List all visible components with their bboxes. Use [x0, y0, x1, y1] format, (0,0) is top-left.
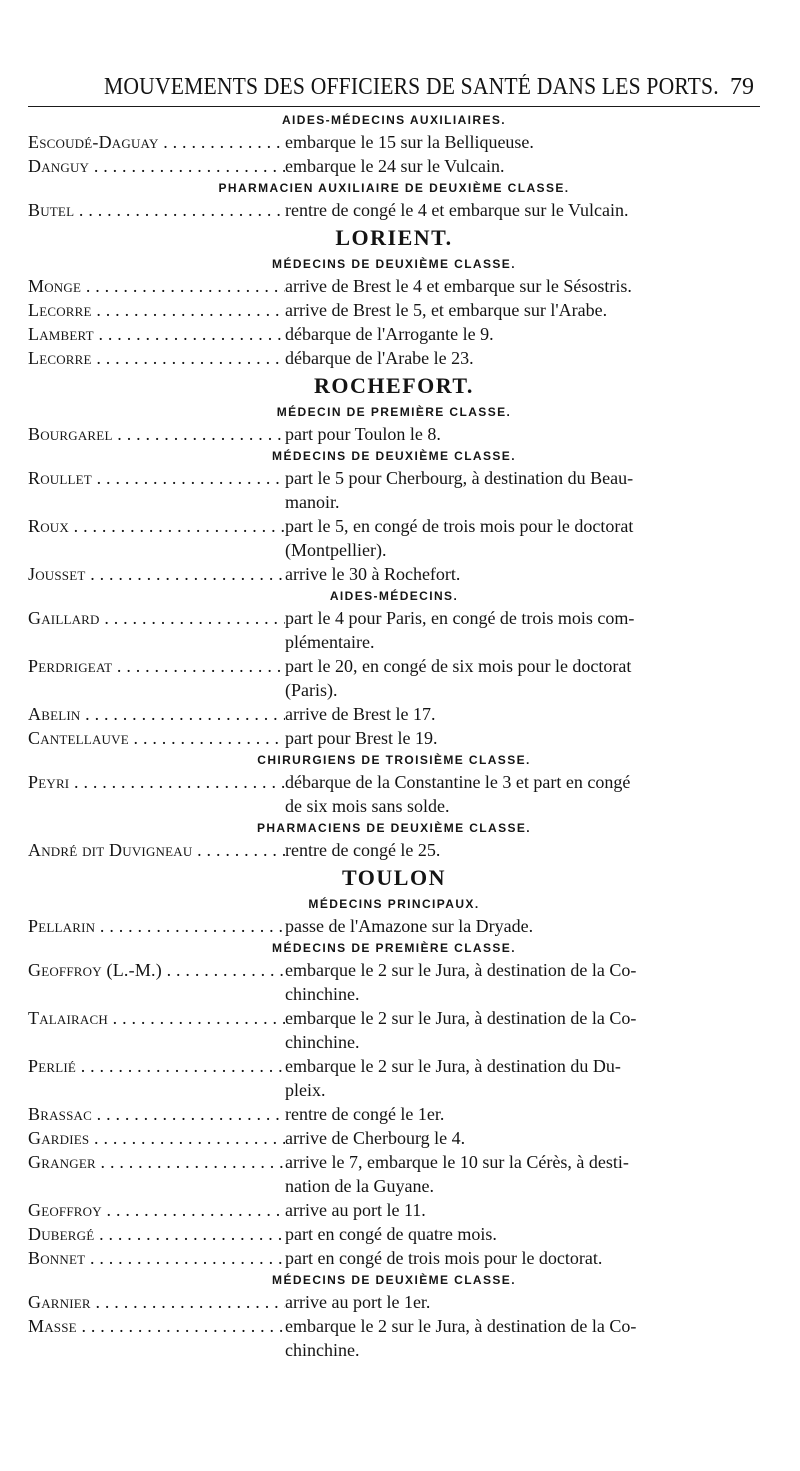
rank-heading: MÉDECIN DE PREMIÈRE CLASSE.	[276, 405, 512, 419]
movement-entry	[28, 1290, 760, 1314]
movement-text: rentre de congé le 4 et embarque sur le Vulcain.	[285, 200, 629, 220]
movement-text: arrive de Brest le 17.	[285, 704, 436, 724]
officer-name: Gardies . . .	[28, 1126, 285, 1150]
movement-entry	[28, 198, 760, 222]
movement-entry	[28, 514, 760, 562]
movement-entry	[28, 298, 760, 322]
movement-entry	[28, 346, 760, 370]
officer-name: Monge . . .	[28, 274, 285, 298]
officer-name: Geoffroy (L.-M.) . . .	[28, 958, 285, 1006]
movement-entry	[28, 154, 760, 178]
movement-text: rentre de congé le 1er.	[285, 1104, 445, 1124]
officer-name: Jousset . . .	[28, 562, 285, 586]
movement-entry	[28, 1006, 760, 1054]
officer-name: Garnier . . .	[28, 1290, 285, 1314]
movement-entry	[28, 914, 760, 938]
movement-text: arrive au port le 1er.	[285, 1292, 431, 1312]
movement-text: part le 4 pour Paris, en congé de trois mois com- plémentaire.	[285, 608, 635, 652]
officer-name: Geoffroy . . .	[28, 1198, 285, 1222]
movement-entry	[28, 1198, 760, 1222]
port-heading: TOULON	[342, 865, 446, 890]
page-header	[28, 68, 760, 107]
movement-entry	[28, 562, 760, 586]
officer-name: André dit Duvigneau . . .	[28, 838, 285, 862]
movement-text: passe de l'Amazone sur la Dryade.	[285, 916, 534, 936]
officer-name: Perdrigeat . . .	[28, 654, 285, 702]
movement-text: embarque le 2 sur le Jura, à destination de la Co- chinchine.	[285, 1316, 637, 1360]
officer-name: Dubergé . . .	[28, 1222, 285, 1246]
movement-entry	[28, 322, 760, 346]
movement-entry	[28, 654, 760, 702]
officer-name: Abelin . . .	[28, 702, 285, 726]
movement-text: débarque de la Constantine le 3 et part en congé de six mois sans solde.	[285, 772, 631, 816]
movement-text: part en congé de quatre mois.	[285, 1224, 497, 1244]
movement-text: débarque de l'Arabe le 23.	[285, 348, 474, 368]
movement-entry	[28, 770, 760, 818]
movement-text: arrive de Brest le 4 et embarque sur le Sésostris.	[285, 276, 632, 296]
movement-entry	[28, 274, 760, 298]
movement-text: part le 5 pour Cherbourg, à destination du Beau- manoir.	[285, 468, 634, 512]
officer-name: Bourgarel . . .	[28, 422, 285, 446]
movement-entry	[28, 1222, 760, 1246]
movement-entry	[28, 838, 760, 862]
officer-name: Masse . . .	[28, 1314, 285, 1362]
movement-text: embarque le 2 sur le Jura, à destination de la Co- chinchine.	[285, 1008, 637, 1052]
page-number: 79	[730, 74, 754, 100]
officer-name: Danguy . . .	[28, 154, 285, 178]
port-heading: LORIENT.	[335, 225, 453, 250]
rank-heading: MÉDECINS DE DEUXIÈME CLASSE.	[272, 1273, 516, 1287]
movement-entry	[28, 726, 760, 750]
rank-heading: PHARMACIENS DE DEUXIÈME CLASSE.	[256, 821, 532, 835]
movement-text: embarque le 2 sur le Jura, à destination de la Co- chinchine.	[285, 960, 637, 1004]
movement-text: embarque le 24 sur le Vulcain.	[285, 156, 505, 176]
officer-name: Brassac . . .	[28, 1102, 285, 1126]
movement-text: part le 5, en congé de trois mois pour le doctorat (Montpellier).	[285, 516, 634, 560]
movement-text: arrive au port le 11.	[285, 1200, 426, 1220]
officer-name: Peyri . . .	[28, 770, 285, 818]
rank-heading: MÉDECINS DE DEUXIÈME CLASSE.	[272, 449, 516, 463]
movement-text: arrive de Cherbourg le 4.	[285, 1128, 466, 1148]
movement-text: arrive de Brest le 5, et embarque sur l'Arabe.	[285, 300, 608, 320]
rank-heading: MÉDECINS DE PREMIÈRE CLASSE.	[272, 941, 516, 955]
movement-entry	[28, 1126, 760, 1150]
rank-heading: AIDES-MÉDECINS AUXILIAIRES.	[281, 113, 507, 127]
movement-entry	[28, 606, 760, 654]
running-title: MOUVEMENTS DES OFFICIERS DE SANTÉ DANS LES PORTS.	[104, 74, 719, 100]
page-body	[28, 110, 760, 1362]
officer-name: Gaillard . . .	[28, 606, 285, 654]
officer-name: Granger . . .	[28, 1150, 285, 1198]
officer-name: Escoudé-Daguay . . .	[28, 130, 285, 154]
movement-text: embarque le 2 sur le Jura, à destination du Du- pleix.	[285, 1056, 621, 1100]
officer-name: Lecorre . . .	[28, 346, 285, 370]
movement-text: débarque de l'Arrogante le 9.	[285, 324, 494, 344]
movement-text: part en congé de trois mois pour le doctorat.	[285, 1248, 603, 1268]
movement-text: arrive le 30 à Rochefort.	[285, 564, 461, 584]
movement-text: part le 20, en congé de six mois pour le doctorat (Paris).	[285, 656, 632, 700]
movement-entry	[28, 466, 760, 514]
port-heading: ROCHEFORT.	[314, 373, 474, 398]
movement-entry	[28, 958, 760, 1006]
movement-text: embarque le 15 sur la Belliqueuse.	[285, 132, 534, 152]
officer-name: Lambert . . .	[28, 322, 285, 346]
rank-heading: MÉDECINS DE DEUXIÈME CLASSE.	[272, 257, 516, 271]
movement-entry	[28, 1246, 760, 1270]
officer-name: Butel . . .	[28, 198, 285, 222]
officer-name: Lecorre . . .	[28, 298, 285, 322]
officer-name: Roux . . .	[28, 514, 285, 562]
rank-heading: AIDES-MÉDECINS.	[329, 589, 459, 603]
officer-name: Talairach . . .	[28, 1006, 285, 1054]
officer-name: Roullet . . .	[28, 466, 285, 514]
movement-entry	[28, 1314, 760, 1362]
movement-entry	[28, 1102, 760, 1126]
officer-name: Cantellauve . . .	[28, 726, 285, 750]
rank-heading: PHARMACIEN AUXILIAIRE DE DEUXIÈME CLASSE.	[218, 181, 570, 195]
rank-heading: MÉDECINS PRINCIPAUX.	[308, 897, 480, 911]
movement-entry	[28, 1054, 760, 1102]
officer-name: Perlié . . .	[28, 1054, 285, 1102]
movement-entry	[28, 702, 760, 726]
movement-entry	[28, 422, 760, 446]
movement-text: part pour Toulon le 8.	[285, 424, 441, 444]
officer-name: Pellarin . . .	[28, 914, 285, 938]
movement-entry	[28, 130, 760, 154]
rank-heading: CHIRURGIENS DE TROISIÈME CLASSE.	[257, 753, 531, 767]
movement-text: arrive le 7, embarque le 10 sur la Cérès, à desti- nation de la Guyane.	[285, 1152, 629, 1196]
movement-text: part pour Brest le 19.	[285, 728, 438, 748]
officer-name: Bonnet . . .	[28, 1246, 285, 1270]
movement-text: rentre de congé le 25.	[285, 840, 441, 860]
movement-entry	[28, 1150, 760, 1198]
